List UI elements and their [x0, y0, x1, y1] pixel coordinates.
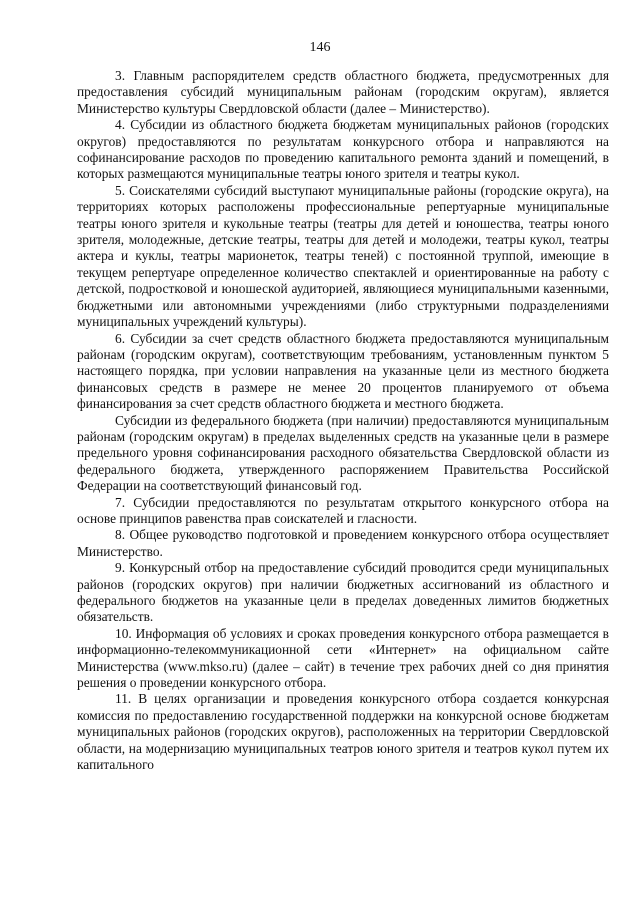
page-number: 146 — [309, 40, 331, 55]
paragraph-3: 3. Главным распорядителем средств областного бюджета, предусмотренных для предоставления субсидий муниципальным районам (городским округам), является Министерство культуры Свердловской области (далее – Министерство). — [77, 68, 609, 116]
paragraph-11: 11. В целях организации и проведения конкурсного отбора создается конкурсная комиссия по предоставлению государственной поддержки на конкурсной основе бюджетам муниципальных районов (городских округов), расположенных на территории Свердловской области, на модернизацию муниципальных театров юного зрителя и театров кукол путем их капитального — [77, 691, 609, 773]
paragraph-7: 7. Субсидии предоставляются по результатам открытого конкурсного отбора на основе принципов равенства прав соискателей и гласности. — [77, 494, 609, 526]
document-body — [77, 68, 609, 773]
paragraph-6-federal: Субсидии из федерального бюджета (при наличии) предоставляются муниципальным районам (городским округам) в пределах выделенных средств на указанные цели в размере предельного уровня софинансирования расходного обязательства Свердловской области из федерального бюджета, утвержденного распоряжением Правительства Российской Федерации на соответствующий финансовый год. — [77, 412, 609, 494]
paragraph-4: 4. Субсидии из областного бюджета бюджетам муниципальных районов (городских округов) предоставляются по результатам конкурсного отбора и направляются на софинансирование расходов по проведению капитального ремонта зданий и помещений, в которых размещаются муниципальные театры юного зрителя и театры кукол. — [77, 117, 609, 182]
paragraph-6: 6. Субсидии за счет средств областного бюджета предоставляются муниципальным районам (городским округам), соответствующим требованиям, установленным пунктом 5 настоящего порядка, при условии направления на указанные цели из местного бюджета финансовых средств в размере не менее 20 процентов планируемого от объема финансирования за счет средств областного бюджета и местного бюджета. — [77, 330, 609, 412]
paragraph-5: 5. Соискателями субсидий выступают муниципальные районы (городские округа), на территориях которых расположены профессиональные репертуарные муниципальные театры юного зрителя и кукольные театры (театры для детей и юношества, театры юного зрителя, молодежные, детские театры, театры для детей и молодежи, театры кукол, театры актера и куклы, театры марионеток, театры теней) с постоянной труппой, имеющие в текущем репертуаре определенное количество спектаклей и ориентированные на работу с детской, подростковой и юношеской аудиторией, являющиеся муниципальными казенными, бюджетными или автономными учреждениями (либо структурными подразделениями муниципальных учреждений культуры). — [77, 182, 609, 330]
paragraph-9: 9. Конкурсный отбор на предоставление субсидий проводится среди муниципальных районов (городских округов) при наличии бюджетных ассигнований из областного и федерального бюджетов на указанные цели в пределах доведенных лимитов бюджетных обязательств. — [77, 560, 609, 625]
paragraph-8: 8. Общее руководство подготовкой и проведением конкурсного отбора осуществляет Министерство. — [77, 527, 609, 559]
paragraph-10: 10. Информация об условиях и сроках проведения конкурсного отбора размещается в информационно-телекоммуникационной сети «Интернет» на официальном сайте Министерства (www.mkso.ru) (далее – сайт) в течение трех рабочих дней со дня принятия решения о проведении конкурсного отбора. — [77, 625, 609, 691]
